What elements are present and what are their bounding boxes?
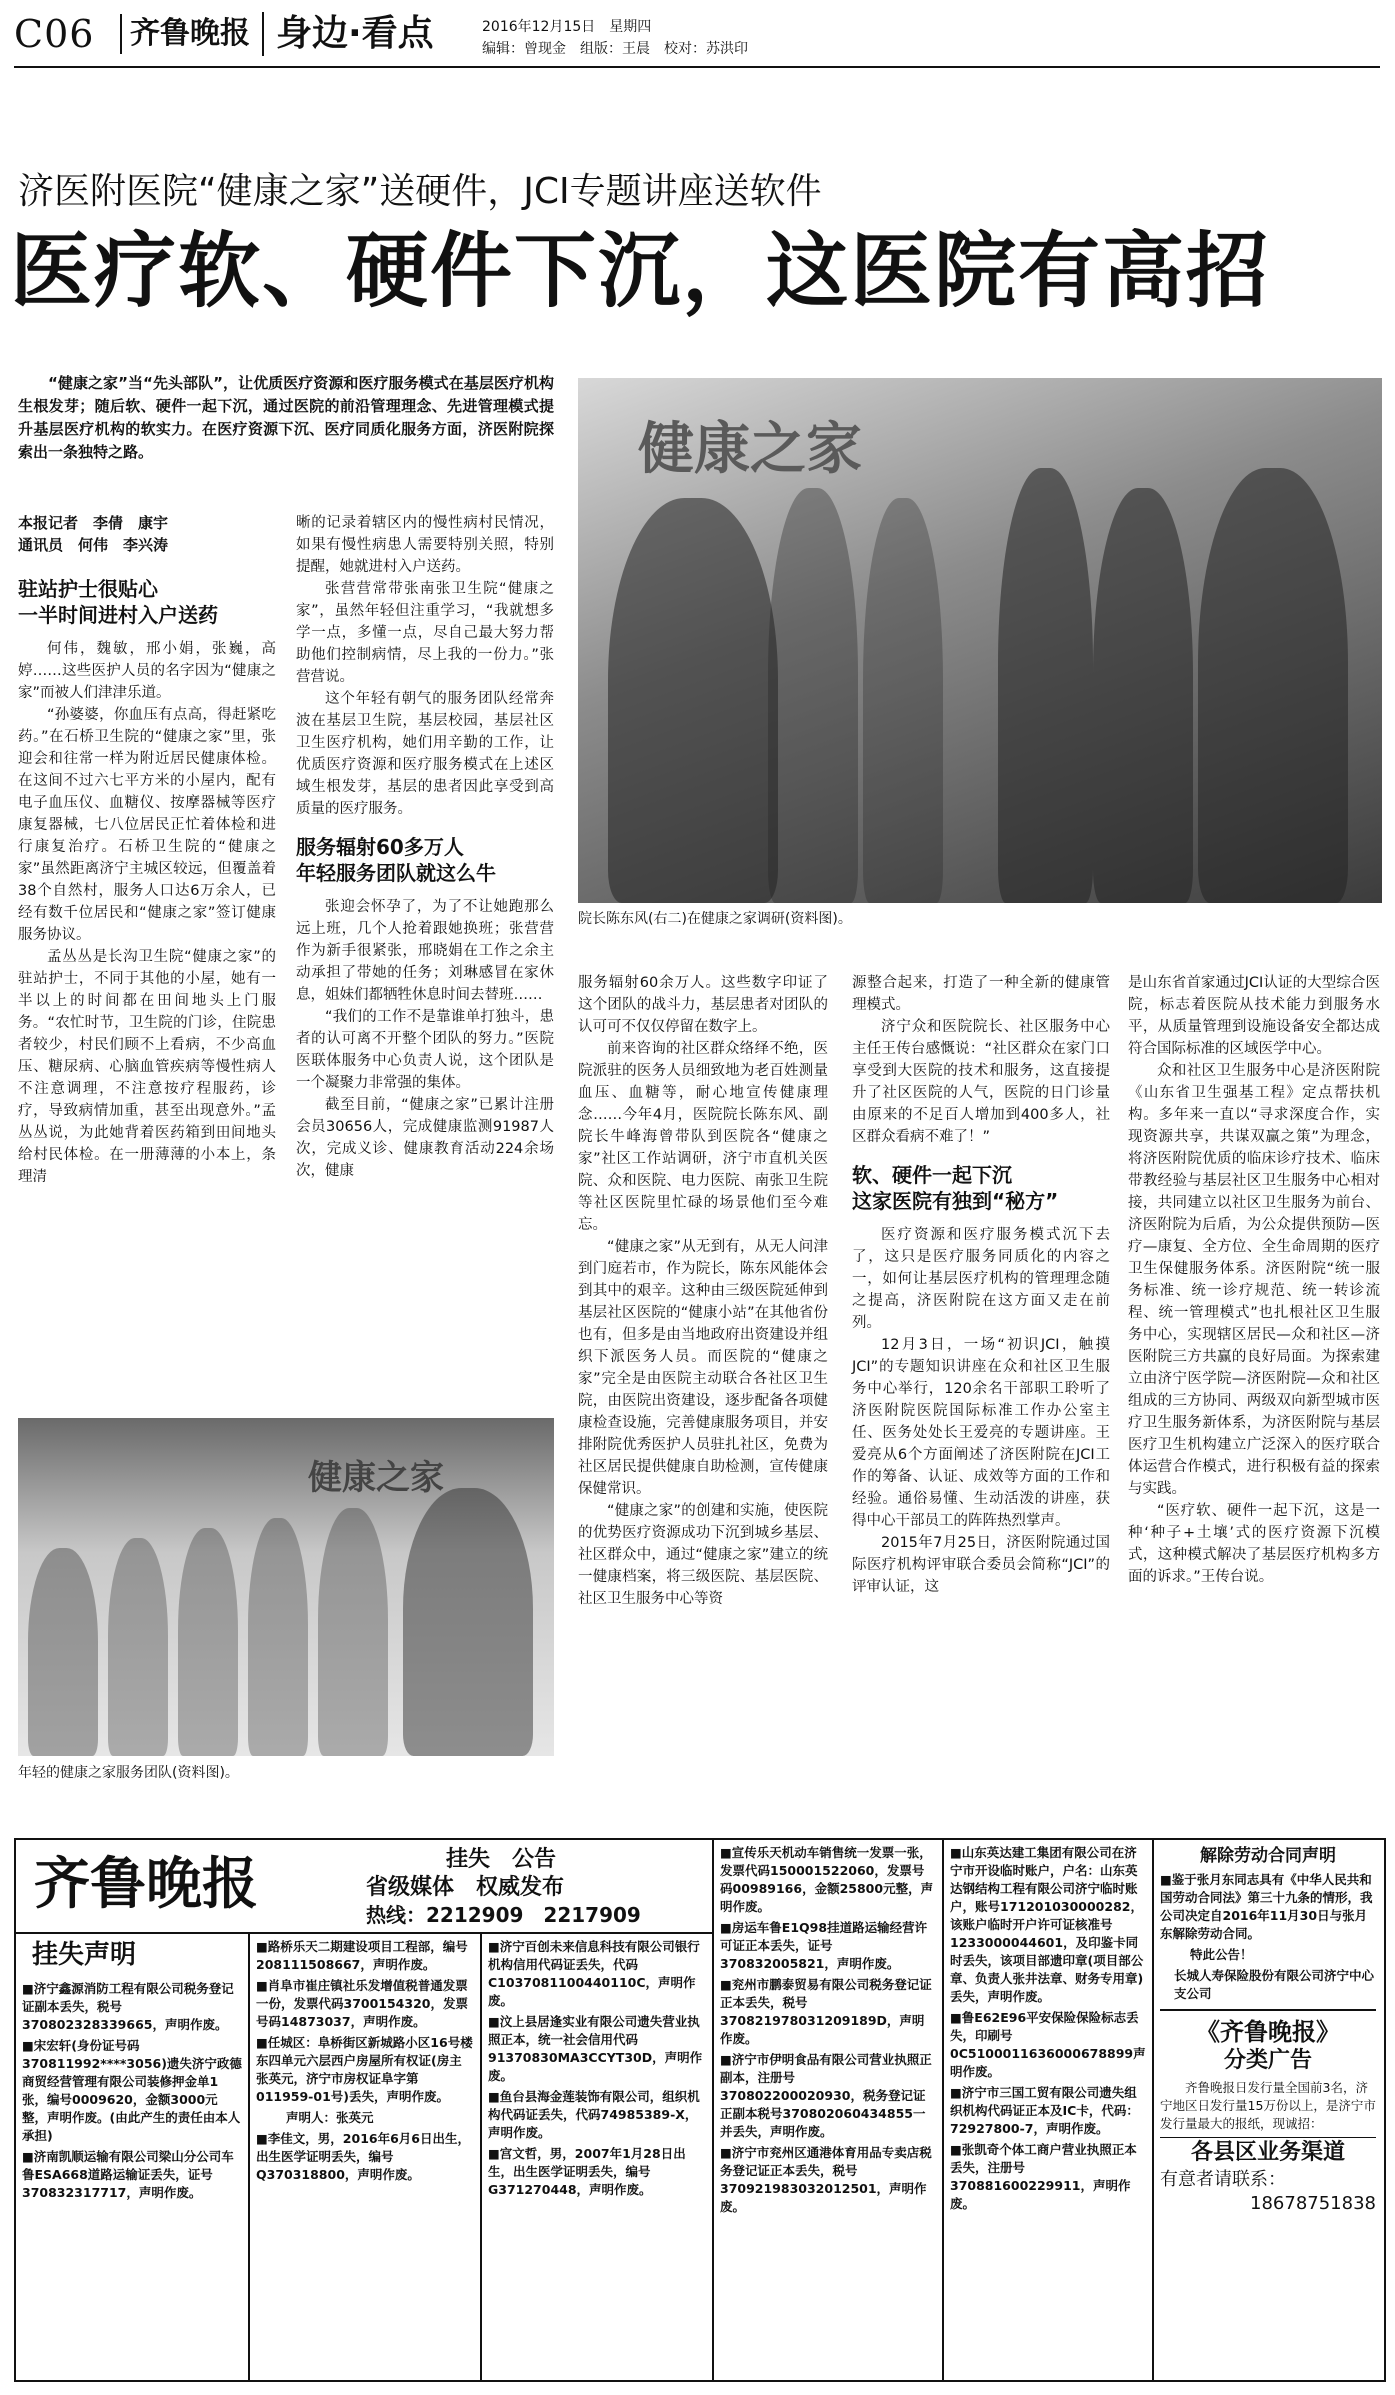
ad-item: ■宫文哲，男，2007年1月28日出生，出生医学证明丢失，编号G371270448，声明作废。 <box>488 2146 686 2197</box>
byline-correspondent: 通讯员 何伟 李兴涛 <box>18 536 169 554</box>
headline-kicker: 济医附医院“健康之家”送硬件，JCI专题讲座送软件 <box>18 171 822 212</box>
byline-reporter: 本报记者 李倩 康宇 <box>18 514 169 532</box>
ad-item: ■李佳文，男，2016年6月6日出生，出生医学证明丢失，编号Q370318800，声明作废。 <box>256 2131 470 2182</box>
paragraph: 医疗资源和医疗服务模式沉下去了，这只是医疗服务同质化的内容之一，如何让基层医疗机构的管理理念随之提高，济医附院在这方面又走在前列。 <box>852 1227 1110 1331</box>
paragraph: 是山东省首家通过JCI认证的大型综合医院，标志着医院从技术能力到服务水平，从质量管理到设施设备安全都达成符合国际标准的区域医学中心。 <box>1128 975 1380 1057</box>
lead-text: “健康之家”当“先头部队”，让优质医疗资源和医疗服务模式在基层医疗机构生根发芽；随后软、硬件一起下沉，通过医院的前沿管理理念、先进管理模式提升基层医疗机构的软实力。在医疗资源下沉、医疗同质化服务方面，济医附院探索出一条独特之路。 <box>18 374 554 461</box>
ads-hotline: 热线：2212909 2217909 <box>366 1903 641 1927</box>
ad-item: ■宋宏轩(身份证号码370811992****3056)遗失济宁政德商贸经营管理有限公司装修押金单1张，编号0009620，金额3000元整，声明作废。(由此产生的责任由本人承担) <box>22 2038 242 2143</box>
ad-item: ■济宁市兖州区通港体育用品专卖店税务登记证正本丢失，税号370921983032012501，声明作废。 <box>720 2145 932 2214</box>
paragraph: 张迎会怀孕了，为了不让她跑那么远上班，几个人抢着跟她换班；张营营作为新手很紧张，邢晓娟在工作之余主动承担了带她的任务；刘琳感冒在家休息，姐妹们都牺牲休息时间去替班…… <box>296 899 554 1003</box>
ad-item: ■济宁市三国工贸有限公司遗失组织机构代码证正本及IC卡，代码：72927800-7，声明作废。 <box>950 2085 1139 2136</box>
lead-paragraph <box>18 372 554 464</box>
subheading-1-line1: 驻站护士很贴心 <box>18 577 158 601</box>
paragraph: “孙婆婆，你血压有点高，得赶紧吃药。”在石桥卫生院的“健康之家”里，张迎会和往常一样为附近居民健康体检。在这间不过六七平方米的小屋内，配有电子血压仪、血糖仪、按摩器械等医疗康复器械，七八位居民正忙着体检和进行康复治疗。石桥卫生院的“健康之家”虽然距离济宁主城区较远，但覆盖着38个自然村，服务人口达6万余人，已经有数千位居民和“健康之家”签订健康服务协议。 <box>18 707 276 943</box>
paragraph: 源整合起来，打造了一种全新的健康管理模式。 <box>852 975 1110 1013</box>
team-wall-sign: 健康之家 <box>308 1458 444 1498</box>
dissolution-title: 解除劳动合同声明 <box>1200 1846 1336 1866</box>
classified-title: 《齐鲁晚报》 <box>1196 2018 1340 2046</box>
ad-item: ■张凯奇个体工商户营业执照正本丢失，注册号370881600229911，声明作废。 <box>950 2142 1137 2211</box>
ads-masthead <box>16 1840 712 1934</box>
ad-item: ■汶上县居逢实业有限公司遗失营业执照正本，统一社会信用代码91370830MA3CCYT30D，声明作废。 <box>488 2014 703 2083</box>
paragraph: “我们的工作不是靠谁单打独斗，患者的认可离不开整个团队的努力。”医院医联体服务中心负责人说，这个团队是一个凝聚力非常强的集体。 <box>296 1009 554 1091</box>
paragraph: 众和社区卫生服务中心是济医附院《山东省卫生强基工程》定点帮扶机构。多年来一直以“寻求深度合作，实现资源共享，共谋双赢之策”为理念，将济医附院优质的临床诊疗技术、临床带教经验与基层社区卫生服务中心相对接，共同建立以社区卫生服务为前台、济医附院为后盾，为公众提供预防—医疗—康复、全方位、全生命周期的医疗卫生保健服务体系。济医附院“统一服务标准、统一诊疗规范、统一转诊流程、统一管理模式”也扎根社区卫生服务中心，实现辖区居民—众和社区—济医附院三方共赢的良好局面。为探索建立由济宁医学院—济医附院—众和社区组成的三方协同、两级双向新型城市医疗卫生服务新体系，为济医附院与基层医疗卫生机构建立广泛深入的医疗联合体运营合作模式，进行积极有益的探索与实践。 <box>1128 1063 1380 1497</box>
subheading-2 <box>296 834 554 886</box>
subheading-1-line2: 一半时间进村入户送药 <box>18 603 218 627</box>
ad-item: ■鱼台县海金莲装饰有限公司，组织机构代码证丢失，代码74985389-X，声明作废。 <box>488 2089 700 2140</box>
classified-phone: 18678751838 <box>1250 2193 1376 2214</box>
ad-item: ■济宁市伊明食品有限公司营业执照正副本，注册号370802200020930，税务登记证正副本税号370802060434855一并丢失，声明作废。 <box>720 2052 932 2139</box>
paragraph: “医疗软、硬件一起下沉，这是一种‘种子+土壤’式的医疗资源下沉模式，这种模式解决了基层医疗机构多方面的诉求。”王传台说。 <box>1128 1503 1380 1585</box>
article-column-4 <box>852 972 1110 1598</box>
person-silhouette <box>998 468 1093 903</box>
person-silhouette <box>863 498 943 903</box>
ads-section-label: 挂失声明 <box>32 1940 137 1970</box>
article-column-3 <box>578 972 828 1610</box>
byline <box>18 512 168 556</box>
paragraph: 这个年轻有朝气的服务团队经常奔波在基层卫生院，基层校园，基层社区卫生医疗机构，她们用辛勤的工作，让优质医疗资源和医疗服务模式在上述区域生根发芽，基层的患者因此享受到高质量的医疗服务。 <box>296 691 554 817</box>
paragraph: 张营营常带张南张卫生院“健康之家”，虽然年轻但注重学习，“我就想多学一点，多懂一点，尽自己最大努力帮助他们控制病情，尽上我的一份力。”张营营说。 <box>296 581 554 685</box>
nurse-silhouette <box>248 1518 308 1756</box>
subheading-2-line1: 服务辐射60多万人 <box>296 835 464 859</box>
main-photo-caption: 院长陈东风(右二)在健康之家调研(资料图)。 <box>578 911 852 927</box>
paragraph: 截至目前，“健康之家”已累计注册会员30656人，完成健康监测91987人次，完成义诊、健康教育活动224余场次，健康 <box>296 1097 554 1179</box>
ad-item: ■宣传乐天机动车销售统一发票一张，发票代码150001522060，发票号码00989166，金额25800元整，声明作废。 <box>720 1845 934 1914</box>
ads-title-row: 挂失 公告 <box>446 1847 557 1872</box>
header-brand: 齐鲁晚报 <box>120 14 250 54</box>
article-column-5 <box>1128 972 1380 1588</box>
classified-ads-block <box>14 1838 1386 2382</box>
person-silhouette <box>1198 468 1348 903</box>
subheading-3-line1: 软、硬件一起下沉 <box>852 1163 1012 1187</box>
ad-item: ■山东英达建工集团有限公司在济宁市开设临时账户，户名：山东英达钢结构工程有限公司济宁临时账户，账号171201030000282，该账户临时开户许可证核准号1233000044601，及印鉴卡同时丢失，该项目部遗印章(项目部公章、负责人张井法章、财务专用章)丢失，声明作废。 <box>950 1845 1144 2004</box>
ads-column-4 <box>714 1840 942 2380</box>
classified-subtitle: 分类广告 <box>1223 2048 1312 2073</box>
ads-slogan: 省级媒体 权威发布 <box>366 1875 565 1900</box>
ad-item: 声明人：张英元 <box>286 2110 374 2125</box>
dissolution-signer: 长城人寿保险股份有限公司济宁中心支公司 <box>1174 1968 1375 2001</box>
paragraph: 晰的记录着辖区内的慢性病村民情况，如果有慢性病患人需要特别关照，特别提醒，她就进村入户送药。 <box>296 515 554 575</box>
paragraph: 2015年7月25日，济医附院通过国际医疗机构评审联合委员会简称“JCI”的评审认证，这 <box>852 1535 1110 1595</box>
paragraph: “健康之家”从无到有，从无人问津到门庭若市，作为院长，陈东风能体会到其中的艰辛。这种由三级医院延伸到基层社区医院的“健康小站”在其他省份也有，但多是由当地政府出资建设并组织下派医务人员。而医院的“健康之家”完全是由医院主动联合各社区卫生院，由医院出资建设，逐步配备各项健康检查设施，完善健康服务项目，并安排附院优秀医护人员驻扎社区，免费为社区居民提供健康自助检测，宣传健康保健常识。 <box>578 1239 828 1497</box>
subheading-3-line2: 这家医院有独到“秘方” <box>852 1189 1059 1213</box>
ad-item: ■肖阜市崔庄镇社乐发增值税普通发票一份，发票代码3700154320，发票号码14873037，声明作废。 <box>256 1978 468 2029</box>
classified-promo <box>1160 2009 1376 2216</box>
ad-item: ■房运车鲁E1Q98挂道路运输经营许可证正本丢失，证号370832005821，声明作废。 <box>720 1920 928 1971</box>
ad-item: ■任城区：阜桥街区新城路小区16号楼东四单元六层西户房屋所有权证(房主张英元，济宁市房权证阜字第011959-01号)丢失，声明作废。 <box>256 2035 473 2104</box>
team-photo <box>18 1418 554 1756</box>
ad-item: ■鲁E62E96平安保险保险标志丢失，印刷号0C5100011636000678899声明作废。 <box>950 2010 1146 2079</box>
ads-column-6 <box>1154 1840 1382 2380</box>
ads-brand-logo: 齐鲁晚报 <box>34 1851 258 1917</box>
editor-credits: 编辑：曾现金 组版：王晨 校对：苏洪印 <box>482 41 748 57</box>
main-photo <box>578 378 1382 903</box>
page-number: C06 <box>14 12 95 56</box>
paragraph: “健康之家”的创建和实施，使医院的优势医疗资源成功下沉到城乡基层、社区群众中，通过“健康之家”建立的统一健康档案，将三级医院、基层医院、社区卫生服务中心等资 <box>578 1503 828 1607</box>
nurse-silhouette <box>108 1538 168 1756</box>
subheading-2-line2: 年轻服务团队就这么牛 <box>296 861 496 885</box>
wall-sign: 健康之家 <box>638 417 862 482</box>
issue-date: 2016年12月15日 星期四 <box>482 19 652 35</box>
nurse-silhouette <box>178 1528 238 1756</box>
nurse-silhouette <box>403 1488 533 1756</box>
ads-column-2 <box>250 1934 480 2380</box>
person-silhouette <box>768 488 858 903</box>
classified-text: 齐鲁晚报日发行量全国前3名，济宁地区日发行量15万份以上，是济宁市发行量最大的报纸，现诚招： <box>1160 2080 1376 2131</box>
nurse-silhouette <box>318 1508 388 1756</box>
paragraph: 12月3日，一场“初识JCI，触摸JCI”的专题知识讲座在众和社区卫生服务中心举行，120余名干部职工聆听了济医附院医院国际标准工作办公室主任、医务处处长王爱亮的专题讲座。王爱亮从6个方面阐述了济医附院在JCI工作的筹备、认证、成效等方面的工作和经验。通俗易懂、生动活泼的讲座，获得中心干部员工的阵阵热烈掌声。 <box>852 1337 1110 1529</box>
headline-main: 医疗软、硬件下沉，这医院有高招 <box>10 224 1271 319</box>
paragraph: 济宁众和医院院长、社区服务中心主任王传台感慨说：“社区群众在家门口享受到大医院的技术和服务，这直接提升了社区医院的人气，医院的日门诊量由原来的不足百人增加到400多人，社区群众看病不难了！” <box>852 1019 1110 1145</box>
classified-contact-label: 有意者请联系： <box>1160 2169 1286 2190</box>
team-photo-caption: 年轻的健康之家服务团队(资料图)。 <box>18 1765 239 1781</box>
article-column-1 <box>18 570 276 1188</box>
header-rule <box>14 66 1380 68</box>
ad-item: ■路桥乐天二期建设项目工程部，编号208111508667，声明作废。 <box>256 1939 468 1972</box>
ad-item: ■济南凯顺运输有限公司梁山分公司车鲁ESA668道路运输证丢失，证号370832317717，声明作废。 <box>22 2149 234 2200</box>
paragraph: 何伟，魏敏，邢小娟，张巍，高婷……这些医护人员的名字因为“健康之家”而被人们津津乐道。 <box>18 641 276 701</box>
classified-call: 各县区业务渠道 <box>1160 2137 1376 2168</box>
subheading-3 <box>852 1162 1110 1214</box>
paragraph: 前来咨询的社区群众络绎不绝，医院派驻的医务人员细致地为老百姓测量血压、血糖等，耐心地宣传健康理念……今年4月，医院院长陈东风、副院长牛峰海曾带队到医院各“健康之家”社区工作站调研，济宁市直机关医院、众和医院、电力医院、南张卫生院等社区医院里忙碌的场景他们至今难忘。 <box>578 1041 828 1233</box>
ad-item: ■济宁百创未来信息科技有限公司银行机构信用代码证丢失，代码C1037081100440110C，声明作废。 <box>488 1939 700 2008</box>
paragraph: 孟丛丛是长沟卫生院“健康之家”的驻站护士，不同于其他的小屋，她有一半以上的时间都在田间地头上门服务。“农忙时节，卫生院的门诊，住院患者较少，村民们顾不上看病，不少高血压、糖尿病、心脑血管疾病等慢性病人不注意调理，不注意按疗程服药，诊疗，导致病情加重，甚至出现意外。”孟丛丛说，为此她背着医药箱到田间地头给村民体检。在一册薄薄的小本上，条理清 <box>18 949 276 1185</box>
ads-column-1 <box>16 1976 248 2380</box>
paragraph: 服务辐射60余万人。这些数字印证了这个团队的战斗力，基层患者对团队的认可可不仅仅停留在数字上。 <box>578 975 828 1035</box>
ad-item: ■济宁鑫源消防工程有限公司税务登记证副本丢失，税号370802328339665，声明作废。 <box>22 1981 234 2032</box>
nurse-silhouette <box>28 1548 98 1756</box>
subheading-1 <box>18 576 276 628</box>
section-title: 身边·看点 <box>262 12 434 56</box>
ads-column-5 <box>944 1840 1152 2380</box>
ads-column-3 <box>482 1934 712 2380</box>
article-column-2 <box>296 512 554 1182</box>
ad-item: ■兖州市鹏泰贸易有限公司税务登记证正本丢失，税号370821978031209189D，声明作废。 <box>720 1977 932 2046</box>
dissolution-text: ■鉴于张月东同志具有《中华人民共和国劳动合同法》第三十九条的情形，我公司决定自2016年11月30日与张月东解除劳动合同。 <box>1160 1872 1373 1941</box>
person-silhouette <box>1093 488 1193 903</box>
dissolution-note: 特此公告！ <box>1190 1947 1253 1962</box>
person-silhouette <box>608 498 778 903</box>
